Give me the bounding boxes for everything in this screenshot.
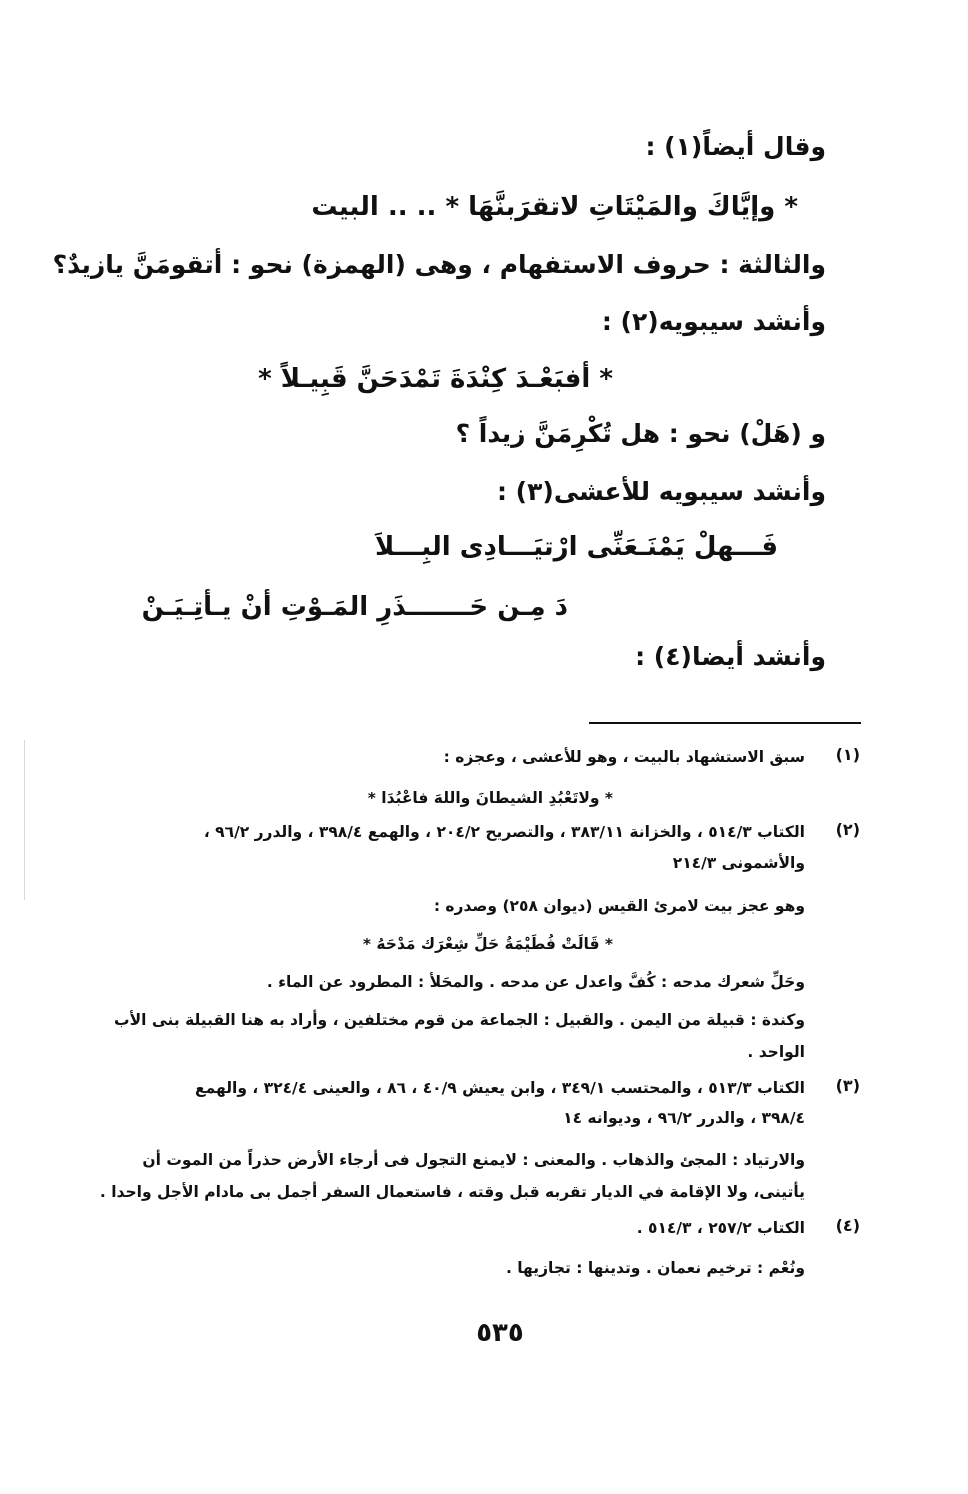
footnote-line: ٣٩٨/٤ ، والدرر ٩٦/٢ ، وديوانه ١٤ xyxy=(563,1109,805,1127)
footnote-line: وهو عجز بيت لامرئ القيس (ديوان ٢٥٨) وصدره : xyxy=(433,897,805,915)
scan-margin-mark xyxy=(24,740,25,900)
main-text-line: و (هَلْ) نحو : هل تُكْرِمَنَّ زيداً ؟ xyxy=(455,419,826,448)
footnote-line: الكتاب ٢٥٧/٢ ، ٥١٤/٣ . xyxy=(636,1219,805,1237)
footnote-line: ونُعْم : ترخيم نعمان . وتدينها : تجازيها . xyxy=(505,1259,805,1277)
main-text-line: وأنشد سيبويه(٢) : xyxy=(601,307,826,336)
footnote-line: وكندة : قبيلة من اليمن . والقبيل : الجماعة من قوم مختلفين ، وأراد به هنا القبيلة بنى الأب xyxy=(114,1011,805,1029)
verse-line: فَـــهلْ يَمْنَـعَنِّى ارْتيَـــادِى البِـــلاَ xyxy=(374,532,778,562)
page-number: ٥٣٥ xyxy=(476,1318,524,1348)
main-text-line: وقال أيضاً(١) : xyxy=(645,132,826,161)
footnote-separator xyxy=(589,722,861,724)
footnote-line: الكتاب ٥١٤/٣ ، والخزانة ٣٨٣/١١ ، والتصريح ٢٠٤/٢ ، والهمع ٣٩٨/٤ ، والدرر ٩٦/٢ ، xyxy=(203,823,805,841)
footnote-line: والارتياد : المجئ والذهاب . والمعنى : لايمنع التجول فى أرجاء الأرض حذراً من الموت أن xyxy=(142,1151,805,1169)
footnote-line: يأتينى، ولا الإقامة في الديار تقربه قبل وقته ، فاستعمال السفر أجمل بى مادام الأجل واحدا . xyxy=(99,1183,805,1201)
main-text-line: وأنشد سيبويه للأعشى(٣) : xyxy=(496,477,826,506)
main-text-line: والثالثة : حروف الاستفهام ، وهى (الهمزة) نحو : أتقومَنَّ يازيدٌ؟ xyxy=(52,250,826,279)
footnote-number: (٣) xyxy=(835,1076,860,1095)
footnote-line: الكتاب ٥١٣/٣ ، والمحتسب ٣٤٩/١ ، وابن يعيش ٤٠/٩ ، ٨٦ ، والعينى ٣٢٤/٤ ، والهمع xyxy=(194,1079,805,1097)
footnote-line: الواحد . xyxy=(747,1043,805,1061)
footnote-number: (١) xyxy=(835,745,860,764)
main-text-line: وأنشد أيضا(٤) : xyxy=(635,642,826,671)
footnote-verse: * قَالَتْ فُطَيْمَةُ حَلِّ شِعْرَك مَدْحَهُ * xyxy=(362,935,613,953)
footnote-number: (٢) xyxy=(835,820,860,839)
footnote-verse: * ولاتَعْبُدِ الشيطانَ واللهَ فاعْبُدَا * xyxy=(367,789,613,807)
footnote-number: (٤) xyxy=(835,1216,860,1235)
verse-line: * وإيَّاكَ والمَيْتَاتِ لاتقرَبنَّهَا * .. .. البيت xyxy=(311,192,798,222)
footnote-line: والأشمونى ٢١٤/٣ xyxy=(672,854,805,872)
verse-line: دَ مِـن حَـــــــذَرِ المَـوْتِ أنْ يـأتِـيَـنْ xyxy=(141,592,568,622)
verse-line: * أفبَعْـدَ كِنْدَةَ تَمْدَحَنَّ قَبِيـلاً * xyxy=(258,364,613,394)
footnote-line: وحَلِّ شعرك مدحه : كُفَّ واعدل عن مدحه . والمحَلأ : المطرود عن الماء . xyxy=(266,973,805,991)
footnote-line: سبق الاستشهاد بالبيت ، وهو للأعشى ، وعجزه : xyxy=(443,748,805,766)
